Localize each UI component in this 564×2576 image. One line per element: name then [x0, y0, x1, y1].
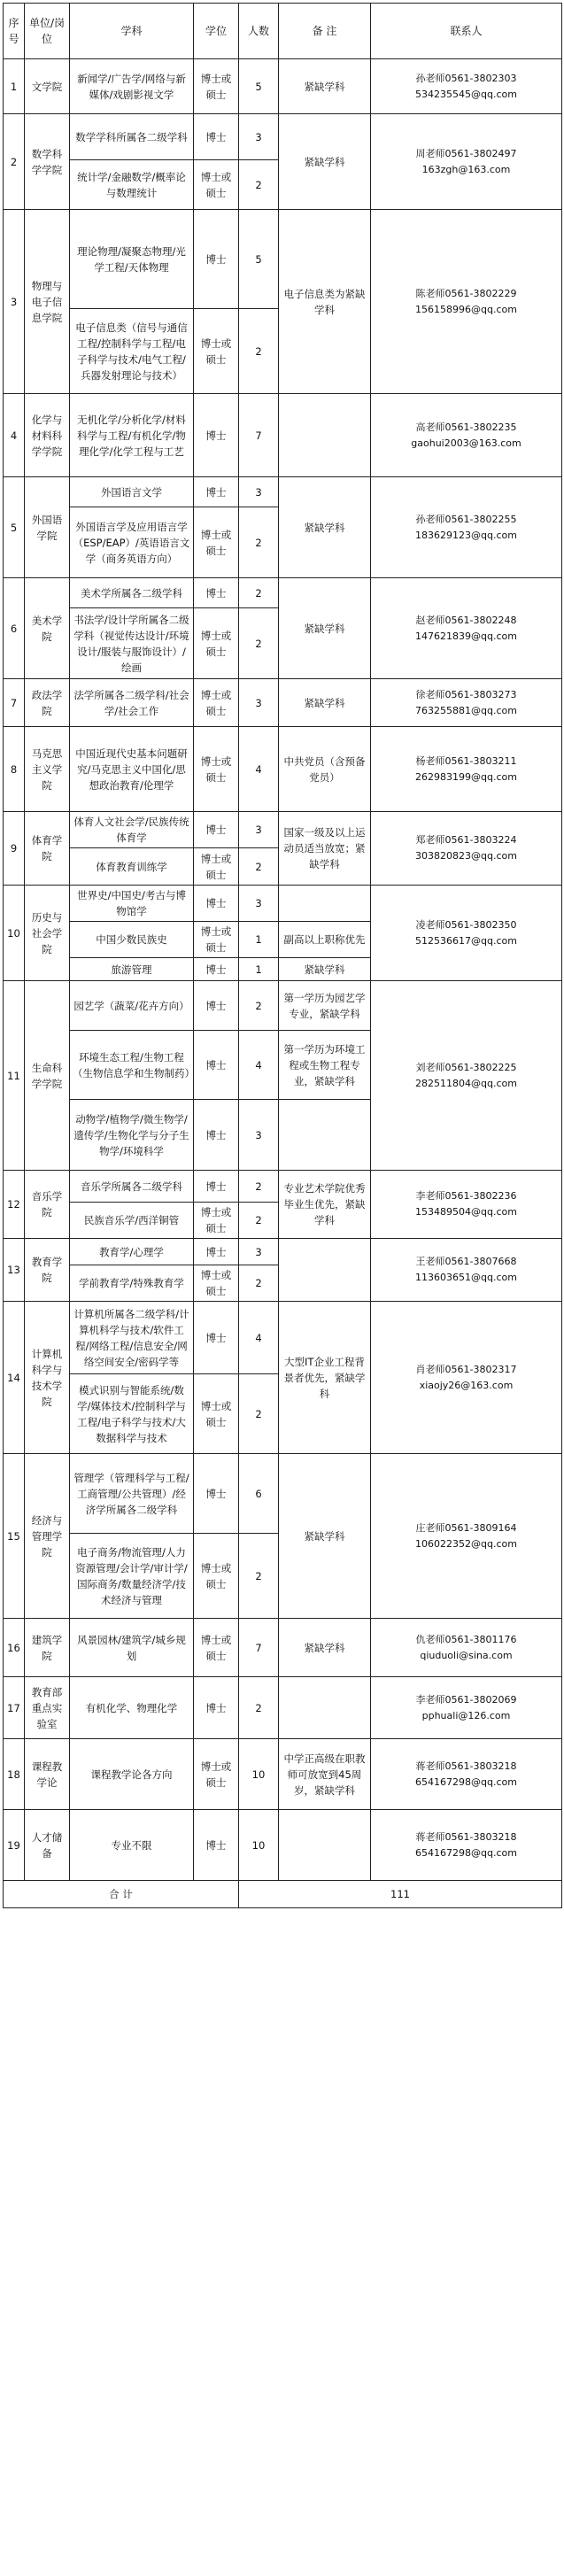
- row-subject: 体育人文社会学/民族传统体育学: [70, 812, 194, 848]
- row-unit: 经济与管理学院: [25, 1454, 70, 1619]
- row-unit: 物理与电子信息学院: [25, 210, 70, 394]
- row-count: 1: [239, 922, 279, 958]
- row-contact: 蒋老师0561-3803218 654167298@qq.com: [371, 1810, 562, 1881]
- row-contact: 肖老师0561-3802317 xiaojy26@163.com: [371, 1302, 562, 1454]
- row-subject: 数学学科所属各二级学科: [70, 114, 194, 160]
- row-count: 3: [239, 812, 279, 848]
- row-degree: 博士: [194, 394, 239, 477]
- row-note: 第一学历为园艺学专业，紧缺学科: [279, 981, 371, 1031]
- row-count: 3: [239, 1239, 279, 1265]
- row-degree: 博士: [194, 114, 239, 160]
- row-contact: 陈老师0561-3802229 156158996@qq.com: [371, 210, 562, 394]
- row-degree: 博士或硕士: [194, 1265, 239, 1302]
- total-label: 合 计: [4, 1881, 239, 1908]
- row-count: 2: [239, 160, 279, 210]
- row-count: 2: [239, 981, 279, 1031]
- table-row: [4, 727, 562, 812]
- row-degree: 博士或硕士: [194, 160, 239, 210]
- table-row: [4, 114, 562, 160]
- row-degree: 博士: [194, 812, 239, 848]
- row-seq: 9: [4, 812, 25, 886]
- row-note: 中共党员（含预备党员）: [279, 727, 371, 812]
- row-note: 紧缺学科: [279, 578, 371, 679]
- row-note: 副高以上职称优先: [279, 922, 371, 958]
- row-degree: 博士: [194, 1677, 239, 1739]
- row-count: 10: [239, 1739, 279, 1810]
- header-degree: 学位: [194, 4, 239, 59]
- row-degree: 博士: [194, 1302, 239, 1374]
- row-seq: 12: [4, 1171, 25, 1239]
- row-count: 2: [239, 309, 279, 394]
- row-count: 2: [239, 608, 279, 679]
- row-note: 紧缺学科: [279, 59, 371, 114]
- row-subject: 世界史/中国史/考古与博物馆学: [70, 886, 194, 922]
- row-seq: 10: [4, 886, 25, 981]
- row-degree: 博士: [194, 477, 239, 507]
- row-degree: 博士: [194, 1454, 239, 1534]
- row-contact: 杨老师0561-3803211 262983199@qq.com: [371, 727, 562, 812]
- row-seq: 15: [4, 1454, 25, 1619]
- row-degree: 博士或硕士: [194, 608, 239, 679]
- row-contact: 刘老师0561-3802225 282511804@qq.com: [371, 981, 562, 1171]
- row-subject: 体育教育训练学: [70, 848, 194, 886]
- row-count: 4: [239, 1031, 279, 1100]
- row-subject: 有机化学、物理化学: [70, 1677, 194, 1739]
- row-subject: 理论物理/凝聚态物理/光学工程/天体物理: [70, 210, 194, 309]
- row-count: 2: [239, 1265, 279, 1302]
- row-unit: 数学科学学院: [25, 114, 70, 210]
- row-subject: 音乐学所属各二级学科: [70, 1171, 194, 1203]
- row-subject: 无机化学/分析化学/材料科学与工程/有机化学/物理化学/化学工程与工艺: [70, 394, 194, 477]
- row-contact: 庄老师0561-3809164 106022352@qq.com: [371, 1454, 562, 1619]
- row-contact: 周老师0561-3802497 163zgh@163.com: [371, 114, 562, 210]
- row-count: 2: [239, 1374, 279, 1454]
- row-subject: 园艺学（蔬菜/花卉方向）: [70, 981, 194, 1031]
- row-degree: 博士: [194, 981, 239, 1031]
- row-unit: 历史与社会学院: [25, 886, 70, 981]
- row-contact: 李老师0561-3802236 153489504@qq.com: [371, 1171, 562, 1239]
- row-subject: 民族音乐学/西洋铜管: [70, 1203, 194, 1239]
- row-degree: 博士或硕士: [194, 727, 239, 812]
- header-seq: 序号: [4, 4, 25, 59]
- row-count: 4: [239, 1302, 279, 1374]
- row-subject: 美术学所属各二级学科: [70, 578, 194, 608]
- row-subject: 专业不限: [70, 1810, 194, 1881]
- table-row: [4, 981, 562, 1031]
- row-note: [279, 886, 371, 922]
- row-contact: 高老师0561-3802235 gaohui2003@163.com: [371, 394, 562, 477]
- row-note: 大型IT企业工程背景者优先，紧缺学科: [279, 1302, 371, 1454]
- table-row: [4, 1739, 562, 1810]
- row-count: 2: [239, 578, 279, 608]
- row-degree: 博士或硕士: [194, 1203, 239, 1239]
- row-degree: 博士或硕士: [194, 1739, 239, 1810]
- row-subject: 课程教学论各方向: [70, 1739, 194, 1810]
- row-contact: 王老师0561-3807668 113603651@qq.com: [371, 1239, 562, 1302]
- row-note: 紧缺学科: [279, 1454, 371, 1619]
- row-subject: 外国语言学及应用语言学（ESP/EAP）/英语语言文学（商务英语方向）: [70, 507, 194, 578]
- row-degree: 博士或硕士: [194, 1619, 239, 1677]
- table-row: [4, 1302, 562, 1374]
- row-degree: 博士或硕士: [194, 1534, 239, 1619]
- row-seq: 6: [4, 578, 25, 679]
- row-note: 电子信息类为紧缺学科: [279, 210, 371, 394]
- row-note: 第一学历为环境工程或生物工程专业，紧缺学科: [279, 1031, 371, 1100]
- row-count: 2: [239, 1203, 279, 1239]
- row-subject: 统计学/金融数学/概率论与数理统计: [70, 160, 194, 210]
- row-unit: 马克思主义学院: [25, 727, 70, 812]
- row-unit: 人才储备: [25, 1810, 70, 1881]
- row-seq: 8: [4, 727, 25, 812]
- row-count: 10: [239, 1810, 279, 1881]
- row-unit: 课程教学论: [25, 1739, 70, 1810]
- row-degree: 博士或硕士: [194, 59, 239, 114]
- row-degree: 博士或硕士: [194, 1374, 239, 1454]
- row-seq: 11: [4, 981, 25, 1171]
- row-degree: 博士: [194, 1171, 239, 1203]
- row-subject: 风景园林/建筑学/城乡规划: [70, 1619, 194, 1677]
- row-seq: 13: [4, 1239, 25, 1302]
- row-note: 紧缺学科: [279, 1619, 371, 1677]
- row-unit: 计算机科学与技术学院: [25, 1302, 70, 1454]
- row-count: 4: [239, 727, 279, 812]
- table-header-row: [4, 4, 562, 59]
- row-count: 5: [239, 59, 279, 114]
- row-seq: 2: [4, 114, 25, 210]
- row-seq: 1: [4, 59, 25, 114]
- row-seq: 3: [4, 210, 25, 394]
- row-contact: 郑老师0561-3803224 303820823@qq.com: [371, 812, 562, 886]
- row-unit: 美术学院: [25, 578, 70, 679]
- row-subject: 电子商务/物流管理/人力资源管理/会计学/审计学/国际商务/数量经济学/技术经济与管理: [70, 1534, 194, 1619]
- row-unit: 政法学院: [25, 679, 70, 727]
- table-row: [4, 578, 562, 608]
- row-count: 2: [239, 507, 279, 578]
- row-count: 3: [239, 886, 279, 922]
- table-row: [4, 886, 562, 922]
- row-count: 3: [239, 1100, 279, 1171]
- table-row: [4, 210, 562, 309]
- row-degree: 博士或硕士: [194, 507, 239, 578]
- row-contact: 凌老师0561-3802350 512536617@qq.com: [371, 886, 562, 981]
- table-row: [4, 1454, 562, 1534]
- row-degree: 博士: [194, 1810, 239, 1881]
- row-degree: 博士或硕士: [194, 309, 239, 394]
- row-unit: 音乐学院: [25, 1171, 70, 1239]
- table-row: [4, 477, 562, 507]
- row-count: 6: [239, 1454, 279, 1534]
- table-row: [4, 812, 562, 848]
- row-note: [279, 1100, 371, 1171]
- row-subject: 旅游管理: [70, 958, 194, 981]
- row-unit: 体育学院: [25, 812, 70, 886]
- row-seq: 4: [4, 394, 25, 477]
- row-unit: 化学与材料科学学院: [25, 394, 70, 477]
- table-row: [4, 1619, 562, 1677]
- row-count: 3: [239, 477, 279, 507]
- recruitment-table: [3, 3, 562, 1908]
- row-degree: 博士: [194, 886, 239, 922]
- table-row: [4, 679, 562, 727]
- row-contact: 孙老师0561-3802255 183629123@qq.com: [371, 477, 562, 578]
- row-seq: 14: [4, 1302, 25, 1454]
- row-note: 国家一级及以上运动员适当放宽；紧缺学科: [279, 812, 371, 886]
- row-note: 紧缺学科: [279, 958, 371, 981]
- row-unit: 教育学院: [25, 1239, 70, 1302]
- row-subject: 环境生态工程/生物工程（生物信息学和生物制药）: [70, 1031, 194, 1100]
- row-contact: 仇老师0561-3801176 qiuduoli@sina.com: [371, 1619, 562, 1677]
- table-row: [4, 394, 562, 477]
- row-note: [279, 1239, 371, 1302]
- row-seq: 19: [4, 1810, 25, 1881]
- table-row: [4, 1171, 562, 1203]
- header-count: 人数: [239, 4, 279, 59]
- header-unit: 单位/岗位: [25, 4, 70, 59]
- row-count: 2: [239, 1677, 279, 1739]
- row-degree: 博士: [194, 578, 239, 608]
- row-subject: 中国近现代史基本问题研究/马克思主义中国化/思想政治教育/伦理学: [70, 727, 194, 812]
- row-degree: 博士: [194, 210, 239, 309]
- row-count: 2: [239, 1534, 279, 1619]
- row-subject: 书法学/设计学所属各二级学科（视觉传达设计/环境设计/服装与服饰设计）/绘画: [70, 608, 194, 679]
- row-note: 紧缺学科: [279, 114, 371, 210]
- row-subject: 动物学/植物学/微生物学/遗传学/生物化学与分子生物学/环境科学: [70, 1100, 194, 1171]
- table-row: [4, 1810, 562, 1881]
- row-unit: 教育部重点实验室: [25, 1677, 70, 1739]
- row-contact: 赵老师0561-3802248 147621839@qq.com: [371, 578, 562, 679]
- row-subject: 教育学/心理学: [70, 1239, 194, 1265]
- table-row: [4, 1239, 562, 1265]
- row-note: [279, 1677, 371, 1739]
- row-subject: 学前教育学/特殊教育学: [70, 1265, 194, 1302]
- row-unit: 生命科学学院: [25, 981, 70, 1171]
- row-count: 5: [239, 210, 279, 309]
- row-note: [279, 1810, 371, 1881]
- row-count: 7: [239, 394, 279, 477]
- row-note: 专业艺术学院优秀毕业生优先，紧缺学科: [279, 1171, 371, 1239]
- row-subject: 模式识别与智能系统/数学/媒体技术/控制科学与工程/电子科学与技术/大数据科学与技术: [70, 1374, 194, 1454]
- row-degree: 博士: [194, 958, 239, 981]
- row-unit: 文学院: [25, 59, 70, 114]
- row-count: 7: [239, 1619, 279, 1677]
- row-count: 1: [239, 958, 279, 981]
- row-degree: 博士: [194, 1239, 239, 1265]
- row-subject: 法学所属各二级学科/社会学/社会工作: [70, 679, 194, 727]
- row-subject: 计算机所属各二级学科/计算机科学与技术/软件工程/网络工程/信息安全/网络空间安全/密码学等: [70, 1302, 194, 1374]
- row-degree: 博士或硕士: [194, 679, 239, 727]
- table-row: [4, 1677, 562, 1739]
- row-contact: 李老师0561-3802069 pphuali@126.com: [371, 1677, 562, 1739]
- row-unit: 外国语学院: [25, 477, 70, 578]
- row-note: [279, 394, 371, 477]
- row-seq: 5: [4, 477, 25, 578]
- row-note: 中学正高级在职教师可放宽到45周岁，紧缺学科: [279, 1739, 371, 1810]
- row-subject: 新闻学/广告学/网络与新媒体/戏剧影视文学: [70, 59, 194, 114]
- row-degree: 博士或硕士: [194, 848, 239, 886]
- header-note: 备 注: [279, 4, 371, 59]
- row-subject: 电子信息类（信号与通信工程/控制科学与工程/电子科学与技术/电气工程/兵器发射理论与技术）: [70, 309, 194, 394]
- header-subject: 学科: [70, 4, 194, 59]
- row-degree: 博士: [194, 1031, 239, 1100]
- row-count: 3: [239, 679, 279, 727]
- row-seq: 7: [4, 679, 25, 727]
- row-subject: 外国语言文学: [70, 477, 194, 507]
- row-subject: 管理学（管理科学与工程/工商管理/公共管理）/经济学所属各二级学科: [70, 1454, 194, 1534]
- header-contact: 联系人: [371, 4, 562, 59]
- row-count: 2: [239, 1171, 279, 1203]
- row-contact: 蒋老师0561-3803218 654167298@qq.com: [371, 1739, 562, 1810]
- total-row: [4, 1881, 562, 1908]
- row-subject: 中国少数民族史: [70, 922, 194, 958]
- row-seq: 17: [4, 1677, 25, 1739]
- row-unit: 建筑学院: [25, 1619, 70, 1677]
- row-contact: 徐老师0561-3803273 763255881@qq.com: [371, 679, 562, 727]
- row-note: 紧缺学科: [279, 679, 371, 727]
- table-row: [4, 59, 562, 114]
- row-note: 紧缺学科: [279, 477, 371, 578]
- row-count: 2: [239, 848, 279, 886]
- row-degree: 博士: [194, 1100, 239, 1171]
- row-seq: 18: [4, 1739, 25, 1810]
- row-count: 3: [239, 114, 279, 160]
- row-degree: 博士或硕士: [194, 922, 239, 958]
- total-value: 111: [239, 1881, 562, 1908]
- row-seq: 16: [4, 1619, 25, 1677]
- row-contact: 孙老师0561-3802303 534235545@qq.com: [371, 59, 562, 114]
